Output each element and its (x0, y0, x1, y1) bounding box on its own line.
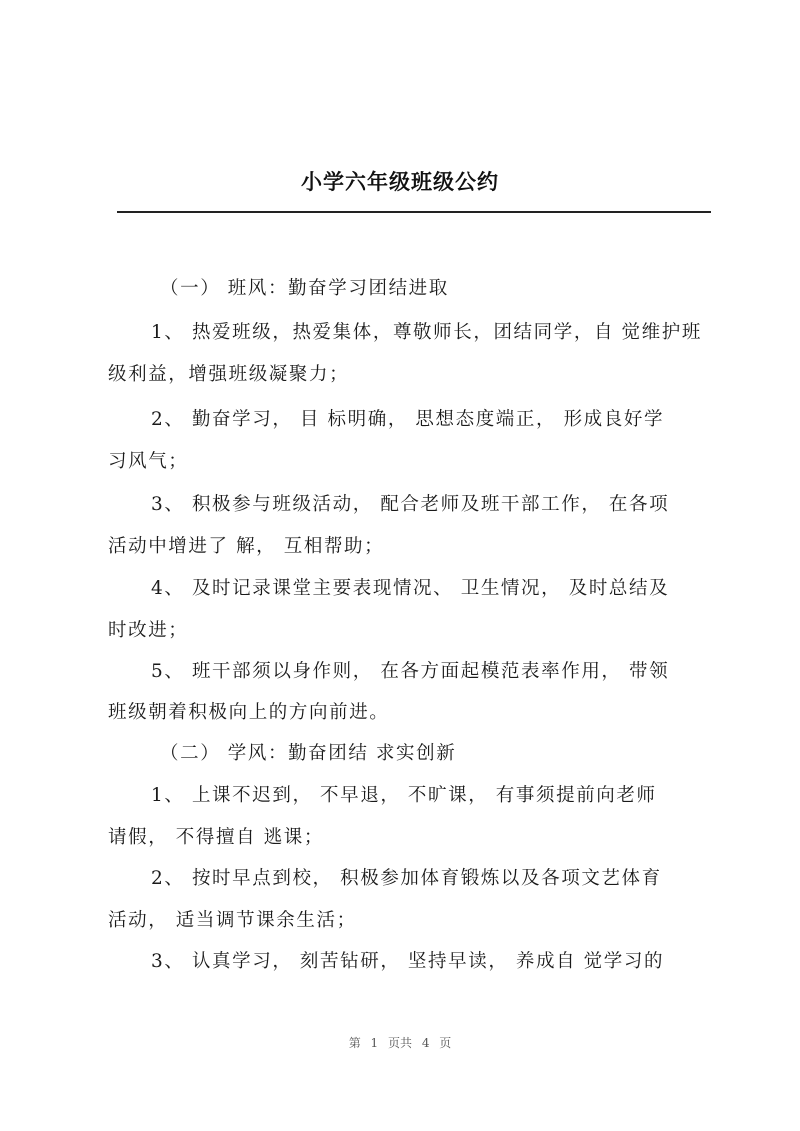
page-footer: 第 1 页共 4 页 (348, 1036, 452, 1050)
paragraph-line: 活动， 适当调节课余生活； (108, 910, 357, 931)
paragraph-line: 习风气； (108, 451, 189, 472)
paragraph-line: 1、 热爱班级，热爱集体，尊敬师长，团结同学，自 觉维护班 (151, 322, 702, 343)
paragraph-line: 2、 勤奋学习， 目 标明确， 思想态度端正， 形成良好学 (151, 409, 665, 430)
paragraph-line: 活动中增进了 解， 互相帮助； (108, 536, 385, 557)
paragraph-line: 班级朝着积极向上的方向前进。 (108, 702, 390, 723)
paragraph-line: 2、 按时早点到校， 积极参加体育锻炼以及各项文艺体育 (151, 868, 662, 889)
section-heading-class-style: （一） 班风：勤奋学习团结进取 (160, 278, 449, 299)
paragraph-line: 级利益，增强班级凝聚力； (108, 364, 350, 385)
paragraph-line: 3、 认真学习， 刻苦钻研， 坚持早读， 养成自 觉学习的 (151, 951, 665, 972)
paragraph-line: 4、 及时记录课堂主要表现情况、 卫生情况， 及时总结及 (151, 578, 670, 599)
title-divider (117, 211, 711, 213)
paragraph-line: 1、 上课不迟到， 不早退， 不旷课， 有事须提前向老师 (151, 785, 657, 806)
page-title: 小学六年级班级公约 (301, 169, 499, 194)
paragraph-line: 3、 积极参与班级活动， 配合老师及班干部工作， 在各项 (151, 494, 670, 515)
section-heading-study-style: （二） 学风：勤奋团结 求实创新 (160, 743, 457, 764)
paragraph-line: 时改进； (108, 620, 189, 641)
paragraph-line: 5、 班干部须以身作则， 在各方面起模范表率作用， 带领 (151, 661, 670, 682)
paragraph-line: 请假， 不得擅自 逃课； (108, 827, 324, 848)
